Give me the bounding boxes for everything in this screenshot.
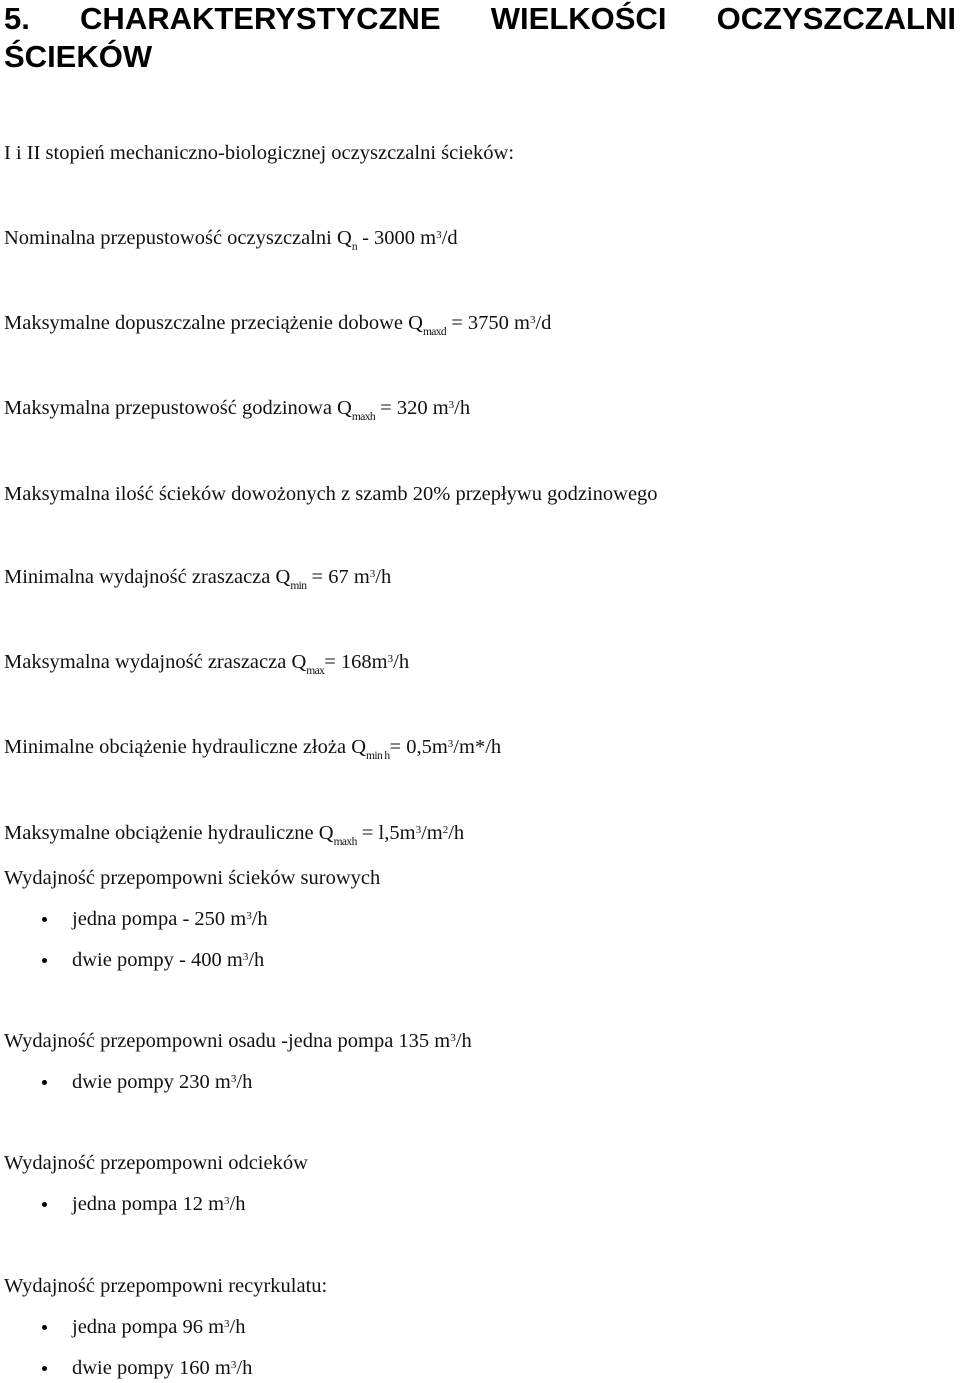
spec-max-sprinkler-output [4, 648, 409, 676]
list-item-superscript: 3 [246, 910, 252, 922]
spec-unit: /h [454, 397, 471, 419]
spec-value: = 168m [324, 651, 388, 673]
title-word: OCZYSZCZALNI [716, 1, 956, 36]
list-item-unit: /h [229, 1193, 246, 1215]
spec-min-hydraulic-load [4, 733, 501, 761]
section-heading: Wydajność przepompowni odcieków [4, 1152, 308, 1174]
spec-subscript: min [290, 580, 307, 592]
list-item-superscript: 3 [230, 1359, 237, 1371]
list-item-superscript: 3 [230, 1073, 237, 1085]
spec-unit: /m*/h [453, 736, 502, 758]
spec-superscript: 2 [442, 824, 449, 836]
list-item-superscript: 3 [224, 1195, 230, 1207]
spec-superscript: 3 [387, 653, 394, 665]
list-item [72, 946, 264, 974]
spec-nominal-capacity [4, 224, 458, 252]
list-item-unit: /h [236, 1071, 253, 1093]
spec-superscript: 3 [529, 314, 536, 326]
list-item-superscript: 3 [242, 951, 249, 963]
title-word: WIELKOŚCI [490, 1, 667, 36]
title-word: ŚCIEKÓW [4, 39, 153, 74]
spec-unit: /h [448, 822, 465, 844]
spec-value: = l,5m [356, 822, 416, 844]
spec-subscript: maxh [333, 836, 357, 848]
sludge-pump-heading [4, 1027, 472, 1055]
spec-unit: /d [535, 312, 552, 334]
section-number: 5. [4, 1, 30, 36]
section-heading: Wydajność przepompowni recyrkulatu: [4, 1275, 328, 1297]
list-item-unit: /h [229, 1316, 246, 1338]
spec-label: Minimalna wydajność zraszacza Q [4, 566, 291, 588]
spec-max-hourly-capacity [4, 394, 470, 422]
list-item-text: dwie pompy 230 m [72, 1071, 231, 1093]
spec-subscript: maxd [422, 326, 447, 338]
recirculation-pump-heading [4, 1272, 327, 1300]
intro-text [4, 139, 514, 167]
spec-subscript: maxh [351, 411, 376, 423]
spec-label: Maksymalna wydajność zraszacza Q [4, 651, 307, 673]
spec-value: - 3000 m [356, 227, 437, 249]
list-item-text: jedna pompa 12 m [72, 1193, 225, 1215]
title-word: CHARAKTERYSTYCZNE [80, 1, 441, 36]
bullet-icon [42, 1202, 47, 1207]
list-item [72, 1190, 245, 1218]
spec-superscript: 3 [436, 229, 442, 241]
spec-max-hydraulic-load [4, 819, 464, 847]
list-item-text: jedna pompa 96 m [72, 1316, 225, 1338]
list-item-unit: /h [248, 949, 265, 971]
list-item [72, 905, 268, 933]
spec-label: Maksymalne obciążenie hydrauliczne Q [4, 822, 334, 844]
spec-value: = 320 m [375, 397, 449, 419]
spec-unit: /h [393, 651, 410, 673]
bullet-icon [42, 1325, 47, 1330]
spec-superscript: 3 [369, 568, 376, 580]
spec-value: = 3750 m [446, 312, 530, 334]
section-title [4, 0, 956, 76]
heading-unit: /h [455, 1030, 472, 1052]
list-item-superscript: 3 [224, 1318, 230, 1330]
bullet-icon [42, 1366, 47, 1371]
intro-label: I i II stopień mechaniczno-biologicznej oczyszczalni ścieków: [4, 142, 515, 164]
list-item-text: dwie pompy - 400 m [72, 949, 243, 971]
bullet-icon [42, 917, 47, 922]
spec-subscript: max [306, 665, 325, 677]
spec-value: = 67 m [306, 566, 370, 588]
list-item-unit: /h [236, 1357, 253, 1379]
section-heading: Wydajność przepompowni ścieków surowych [4, 867, 381, 889]
spec-septic-inflow [4, 480, 658, 508]
spec-superscript: 3 [447, 738, 454, 750]
list-item [72, 1354, 252, 1382]
spec-label: Maksymalna przepustowość godzinowa Q [4, 397, 352, 419]
spec-unit: /d [441, 227, 458, 249]
spec-min-sprinkler-output [4, 563, 391, 591]
section-heading: Wydajność przepompowni osadu -jedna pompa 135 m [4, 1030, 451, 1052]
spec-label: Maksymalne dopuszczalne przeciążenie dobowe Q [4, 312, 423, 334]
spec-label: Nominalna przepustowość oczyszczalni Q [4, 227, 352, 249]
bullet-icon [42, 1080, 47, 1085]
heading-superscript: 3 [450, 1032, 456, 1044]
raw-sewage-pump-heading [4, 864, 380, 892]
list-item-unit: /h [251, 908, 268, 930]
spec-subscript: min h [366, 750, 390, 762]
spec-max-daily-overload [4, 309, 551, 337]
spec-superscript: 3 [415, 824, 422, 836]
spec-unit: /m [421, 822, 443, 844]
list-item [72, 1313, 245, 1341]
spec-subscript: n [351, 241, 357, 253]
list-item-text: dwie pompy 160 m [72, 1357, 231, 1379]
spec-superscript: 3 [448, 399, 455, 411]
spec-label: Minimalne obciążenie hydrauliczne złoża Q [4, 736, 367, 758]
spec-unit: /h [375, 566, 392, 588]
list-item-text: jedna pompa - 250 m [72, 908, 247, 930]
leachate-pump-heading [4, 1149, 308, 1177]
list-item [72, 1068, 252, 1096]
bullet-icon [42, 958, 47, 963]
spec-value: = 0,5m [389, 736, 448, 758]
spec-label: Maksymalna ilość ścieków dowożonych z szamb 20% przepływu godzinowego [4, 483, 658, 505]
